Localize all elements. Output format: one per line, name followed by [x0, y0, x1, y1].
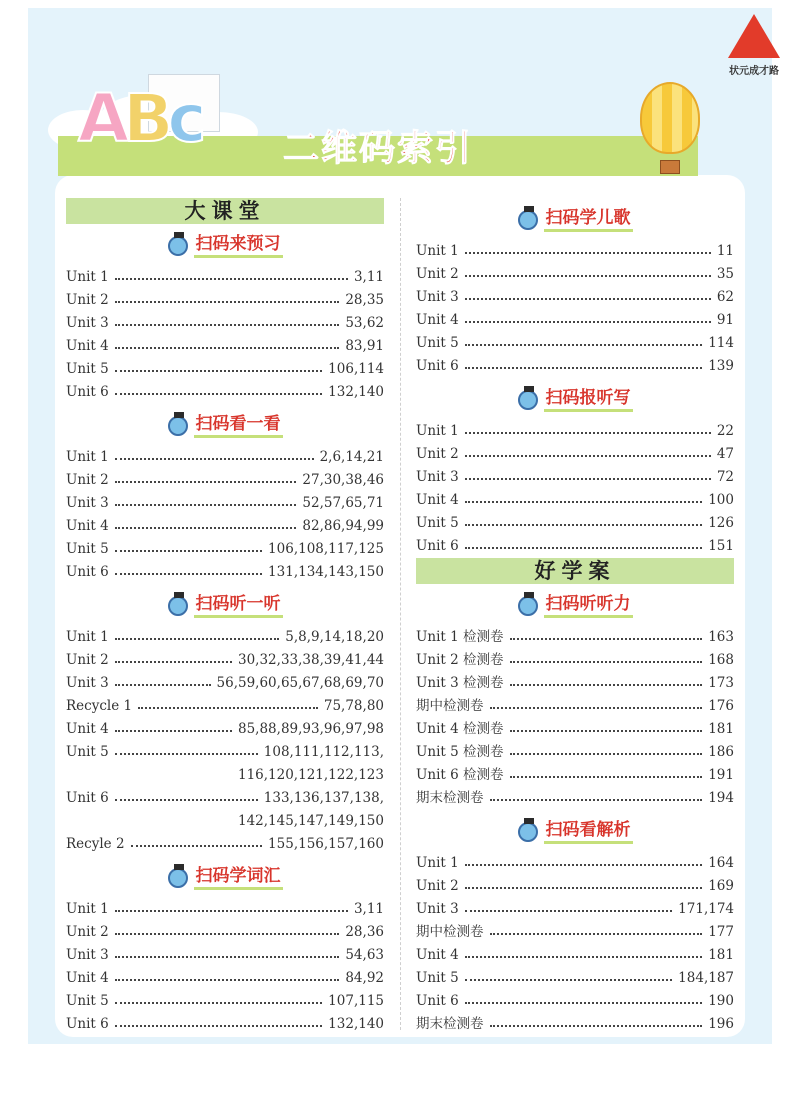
dot-leader [465, 501, 703, 503]
dot-leader [115, 347, 340, 349]
dot-leader [115, 933, 340, 935]
dot-leader [465, 979, 672, 981]
dot-leader [115, 370, 322, 372]
row-label: 期中检测卷 [416, 924, 484, 940]
dot-leader [465, 478, 711, 480]
index-row [66, 262, 384, 285]
section-header [416, 816, 734, 848]
row-label: Unit 4 [416, 947, 459, 963]
index-row [66, 668, 384, 691]
row-pages: 190 [708, 993, 734, 1009]
row-label: Unit 1 [416, 423, 459, 439]
dot-leader [115, 393, 322, 395]
dot-leader [115, 956, 340, 958]
row-label: Unit 5 [416, 515, 459, 531]
row-pages: 22 [716, 423, 734, 439]
row-label: Unit 6 [416, 358, 459, 374]
index-row [66, 917, 384, 940]
index-row [416, 485, 734, 508]
index-row [66, 308, 384, 331]
student-icon [168, 236, 188, 256]
hot-air-balloon-icon [640, 82, 700, 154]
right-column [416, 198, 734, 1036]
spacer [66, 1032, 384, 1036]
row-pages: 30,32,33,38,39,41,44 [238, 652, 384, 668]
row-pages: 184,187 [678, 970, 734, 986]
dot-leader [490, 799, 703, 801]
index-row [416, 917, 734, 940]
row-label: Unit 4 [66, 721, 109, 737]
index-row [416, 305, 734, 328]
index-row [66, 691, 384, 714]
row-pages: 186 [708, 744, 734, 760]
index-row [66, 940, 384, 963]
row-label: Unit 6 [66, 790, 109, 806]
row-pages: 107,115 [328, 993, 384, 1009]
row-pages: 106,108,117,125 [268, 541, 384, 557]
index-row [66, 986, 384, 1009]
dot-leader [115, 799, 258, 801]
dot-leader [465, 321, 711, 323]
row-pages: 181 [708, 721, 734, 737]
row-label: Unit 3 [416, 289, 459, 305]
row-pages: 52,57,65,71 [302, 495, 384, 511]
logo-triangle-icon [728, 14, 780, 58]
index-row [416, 691, 734, 714]
teacher-icon [518, 822, 538, 842]
row-pages: 133,136,137,138, [263, 790, 384, 806]
index-row [66, 963, 384, 986]
spacer [66, 852, 384, 856]
section-title: 扫码学词汇 [194, 866, 283, 890]
row-label: Unit 2 [66, 472, 109, 488]
row-pages: 54,63 [345, 947, 384, 963]
letter-c: c [167, 80, 201, 157]
row-pages: 82,86,94,99 [302, 518, 384, 534]
row-label: Unit 5 [66, 361, 109, 377]
row-label: Unit 5 [66, 541, 109, 557]
row-label: Unit 2 [66, 924, 109, 940]
row-label: Unit 1 检测卷 [416, 629, 504, 645]
row-pages: 11 [716, 243, 734, 259]
dot-leader [465, 887, 703, 889]
letter-a: A [78, 80, 124, 157]
index-row [416, 1009, 734, 1032]
row-label: Unit 6 [66, 564, 109, 580]
row-pages: 171,174 [678, 901, 734, 917]
row-pages: 108,111,112,113, [263, 744, 384, 760]
dot-leader [510, 776, 703, 778]
row-pages: 28,35 [345, 292, 384, 308]
row-label: Unit 3 [416, 901, 459, 917]
spacer [66, 400, 384, 404]
dot-leader [465, 252, 711, 254]
dot-leader [115, 550, 262, 552]
row-pages: 106,114 [328, 361, 384, 377]
index-row [66, 622, 384, 645]
dot-leader [115, 979, 340, 981]
logo-text: 状元成才路 [729, 66, 779, 77]
index-row [66, 354, 384, 377]
row-label: Recyle 2 [66, 836, 125, 852]
section-header [66, 230, 384, 262]
row-label: Unit 2 [66, 652, 109, 668]
index-row [66, 465, 384, 488]
row-pages: 28,36 [345, 924, 384, 940]
section-title: 扫码报听写 [544, 388, 633, 412]
row-label: Unit 3 [66, 495, 109, 511]
index-row [66, 331, 384, 354]
dot-leader [465, 956, 703, 958]
row-label: Unit 6 [66, 1016, 109, 1032]
row-label: Unit 3 检测卷 [416, 675, 504, 691]
row-label: 期中检测卷 [416, 698, 484, 714]
dot-leader [465, 298, 711, 300]
section-header [66, 590, 384, 622]
row-label: Unit 1 [416, 855, 459, 871]
row-pages: 84,92 [345, 970, 384, 986]
book-icon [518, 390, 538, 410]
index-row [416, 737, 734, 760]
index-row [66, 894, 384, 917]
index-row [66, 737, 384, 760]
page-title: 二维码索引 [283, 128, 474, 169]
dot-leader [115, 458, 314, 460]
row-pages: 168 [708, 652, 734, 668]
row-label: 期末检测卷 [416, 1016, 484, 1032]
index-row [416, 259, 734, 282]
dot-leader [115, 504, 297, 506]
row-label: Unit 4 [66, 338, 109, 354]
index-row [416, 328, 734, 351]
dot-leader [490, 933, 703, 935]
dot-leader [465, 455, 711, 457]
index-row [66, 285, 384, 308]
row-label: Unit 4 [416, 492, 459, 508]
row-pages: 85,88,89,93,96,97,98 [238, 721, 384, 737]
dot-leader [115, 661, 232, 663]
dot-leader [465, 344, 703, 346]
row-label: Unit 6 [416, 538, 459, 554]
row-pages: 194 [708, 790, 734, 806]
dot-leader [115, 730, 232, 732]
section-header [416, 384, 734, 416]
dot-leader [115, 324, 340, 326]
row-pages: 191 [708, 767, 734, 783]
row-pages: 196 [708, 1016, 734, 1032]
index-row [66, 511, 384, 534]
row-pages: 91 [716, 312, 734, 328]
index-row [416, 508, 734, 531]
dot-leader [115, 527, 297, 529]
row-label: Unit 1 [66, 449, 109, 465]
spacer [416, 806, 734, 810]
dot-leader [465, 524, 703, 526]
dot-leader [115, 684, 211, 686]
row-label: Unit 5 [416, 970, 459, 986]
graduate-icon [168, 596, 188, 616]
row-label: Recycle 1 [66, 698, 133, 714]
dot-leader [115, 753, 258, 755]
row-pages: 75,78,80 [323, 698, 384, 714]
section-title: 扫码看一看 [194, 414, 283, 438]
row-label: Unit 1 [416, 243, 459, 259]
row-pages: 5,8,9,14,18,20 [285, 629, 384, 645]
dot-leader [115, 573, 262, 575]
index-row [416, 714, 734, 737]
row-label: Unit 3 [66, 315, 109, 331]
row-pages: 163 [708, 629, 734, 645]
row-pages: 126 [708, 515, 734, 531]
dot-leader [115, 301, 340, 303]
index-row-continuation [66, 806, 384, 829]
section-title: 扫码听一听 [194, 594, 283, 618]
singer-icon [518, 210, 538, 230]
header-banner [28, 70, 772, 180]
row-pages: 132,140 [328, 384, 384, 400]
row-pages: 139 [708, 358, 734, 374]
index-row [416, 668, 734, 691]
row-label: Unit 4 检测卷 [416, 721, 504, 737]
spacer [416, 374, 734, 378]
row-pages: 3,11 [353, 269, 384, 285]
row-label: Unit 6 检测卷 [416, 767, 504, 783]
index-row [416, 848, 734, 871]
row-label: Unit 2 [416, 878, 459, 894]
row-label: Unit 5 检测卷 [416, 744, 504, 760]
dot-leader [465, 547, 703, 549]
row-label: Unit 3 [416, 469, 459, 485]
section-title: 扫码学儿歌 [544, 208, 633, 232]
spacer [66, 580, 384, 584]
index-row [416, 986, 734, 1009]
index-row [66, 783, 384, 806]
row-pages: 53,62 [345, 315, 384, 331]
index-row-continuation [66, 760, 384, 783]
publisher-logo [726, 14, 782, 77]
row-pages: 27,30,38,46 [302, 472, 384, 488]
dot-leader [138, 707, 318, 709]
kids-icon [168, 868, 188, 888]
row-pages: 176 [708, 698, 734, 714]
index-row [66, 377, 384, 400]
index-row [66, 557, 384, 580]
index-row [66, 829, 384, 852]
dot-leader [115, 910, 348, 912]
index-row [66, 645, 384, 668]
row-label: Unit 6 [416, 993, 459, 1009]
index-row [66, 1009, 384, 1032]
dot-leader [465, 864, 703, 866]
row-pages: 169 [708, 878, 734, 894]
index-row [416, 351, 734, 374]
section-header [66, 410, 384, 442]
left-column [66, 198, 384, 1036]
dot-leader [465, 432, 711, 434]
index-row [416, 963, 734, 986]
column-divider [400, 198, 401, 1030]
row-pages: 47 [716, 446, 734, 462]
row-label: Unit 2 [66, 292, 109, 308]
section-title: 扫码听听力 [544, 594, 633, 618]
balloon-basket [660, 160, 680, 174]
row-label: Unit 2 检测卷 [416, 652, 504, 668]
index-row [416, 940, 734, 963]
section-band: 好学案 [416, 558, 734, 584]
index-row [416, 531, 734, 554]
row-pages: 164 [708, 855, 734, 871]
row-pages: 35 [716, 266, 734, 282]
row-pages: 72 [716, 469, 734, 485]
row-label: 期末检测卷 [416, 790, 484, 806]
listener-icon [518, 596, 538, 616]
row-pages: 131,134,143,150 [268, 564, 384, 580]
row-label: Unit 2 [416, 446, 459, 462]
dot-leader [465, 1002, 703, 1004]
row-label: Unit 5 [66, 993, 109, 1009]
row-label: Unit 1 [66, 629, 109, 645]
row-label: Unit 4 [66, 518, 109, 534]
row-label: Unit 3 [66, 947, 109, 963]
section-title: 扫码来预习 [194, 234, 283, 258]
index-row [416, 645, 734, 668]
index-row [66, 534, 384, 557]
index-row [416, 871, 734, 894]
dot-leader [490, 707, 703, 709]
dot-leader [510, 661, 703, 663]
dot-leader [115, 1002, 322, 1004]
row-label: Unit 4 [416, 312, 459, 328]
dot-leader [465, 367, 703, 369]
abc-letters [78, 80, 201, 157]
section-header [66, 862, 384, 894]
row-pages: 181 [708, 947, 734, 963]
row-label: Unit 4 [66, 970, 109, 986]
index-row [416, 462, 734, 485]
row-label: Unit 1 [66, 269, 109, 285]
row-label: Unit 5 [66, 744, 109, 760]
row-pages-continued: 142,145,147,149,150 [237, 813, 384, 829]
row-pages: 151 [708, 538, 734, 554]
row-pages: 114 [708, 335, 734, 351]
index-row [416, 282, 734, 305]
row-label: Unit 3 [66, 675, 109, 691]
dot-leader [510, 638, 703, 640]
row-pages: 155,156,157,160 [268, 836, 384, 852]
index-row [66, 714, 384, 737]
letter-b: B [123, 80, 168, 157]
dot-leader [510, 684, 703, 686]
section-header [416, 590, 734, 622]
row-pages: 2,6,14,21 [319, 449, 384, 465]
index-row [66, 488, 384, 511]
row-pages: 83,91 [345, 338, 384, 354]
row-pages-continued: 116,120,121,122,123 [237, 767, 384, 783]
dot-leader [510, 730, 703, 732]
row-pages: 177 [708, 924, 734, 940]
index-row [66, 442, 384, 465]
row-pages: 173 [708, 675, 734, 691]
index-row [416, 236, 734, 259]
dot-leader [465, 275, 711, 277]
row-label: Unit 6 [66, 384, 109, 400]
dot-leader [115, 481, 297, 483]
dot-leader [465, 910, 672, 912]
dot-leader [115, 278, 348, 280]
row-pages: 100 [708, 492, 734, 508]
index-row [416, 894, 734, 917]
dot-leader [115, 1025, 322, 1027]
dot-leader [115, 638, 280, 640]
row-label: Unit 5 [416, 335, 459, 351]
row-label: Unit 2 [416, 266, 459, 282]
dot-leader [490, 1025, 703, 1027]
row-label: Unit 1 [66, 901, 109, 917]
row-pages: 62 [716, 289, 734, 305]
index-row [416, 416, 734, 439]
row-pages: 132,140 [328, 1016, 384, 1032]
reading-student-icon [168, 416, 188, 436]
index-row [416, 439, 734, 462]
section-header [416, 204, 734, 236]
index-row [416, 622, 734, 645]
section-title: 扫码看解析 [544, 820, 633, 844]
section-band: 大课堂 [66, 198, 384, 224]
index-row [416, 783, 734, 806]
dot-leader [510, 753, 703, 755]
row-pages: 56,59,60,65,67,68,69,70 [216, 675, 384, 691]
dot-leader [131, 845, 263, 847]
spacer [416, 1032, 734, 1036]
row-pages: 3,11 [353, 901, 384, 917]
index-row [416, 760, 734, 783]
